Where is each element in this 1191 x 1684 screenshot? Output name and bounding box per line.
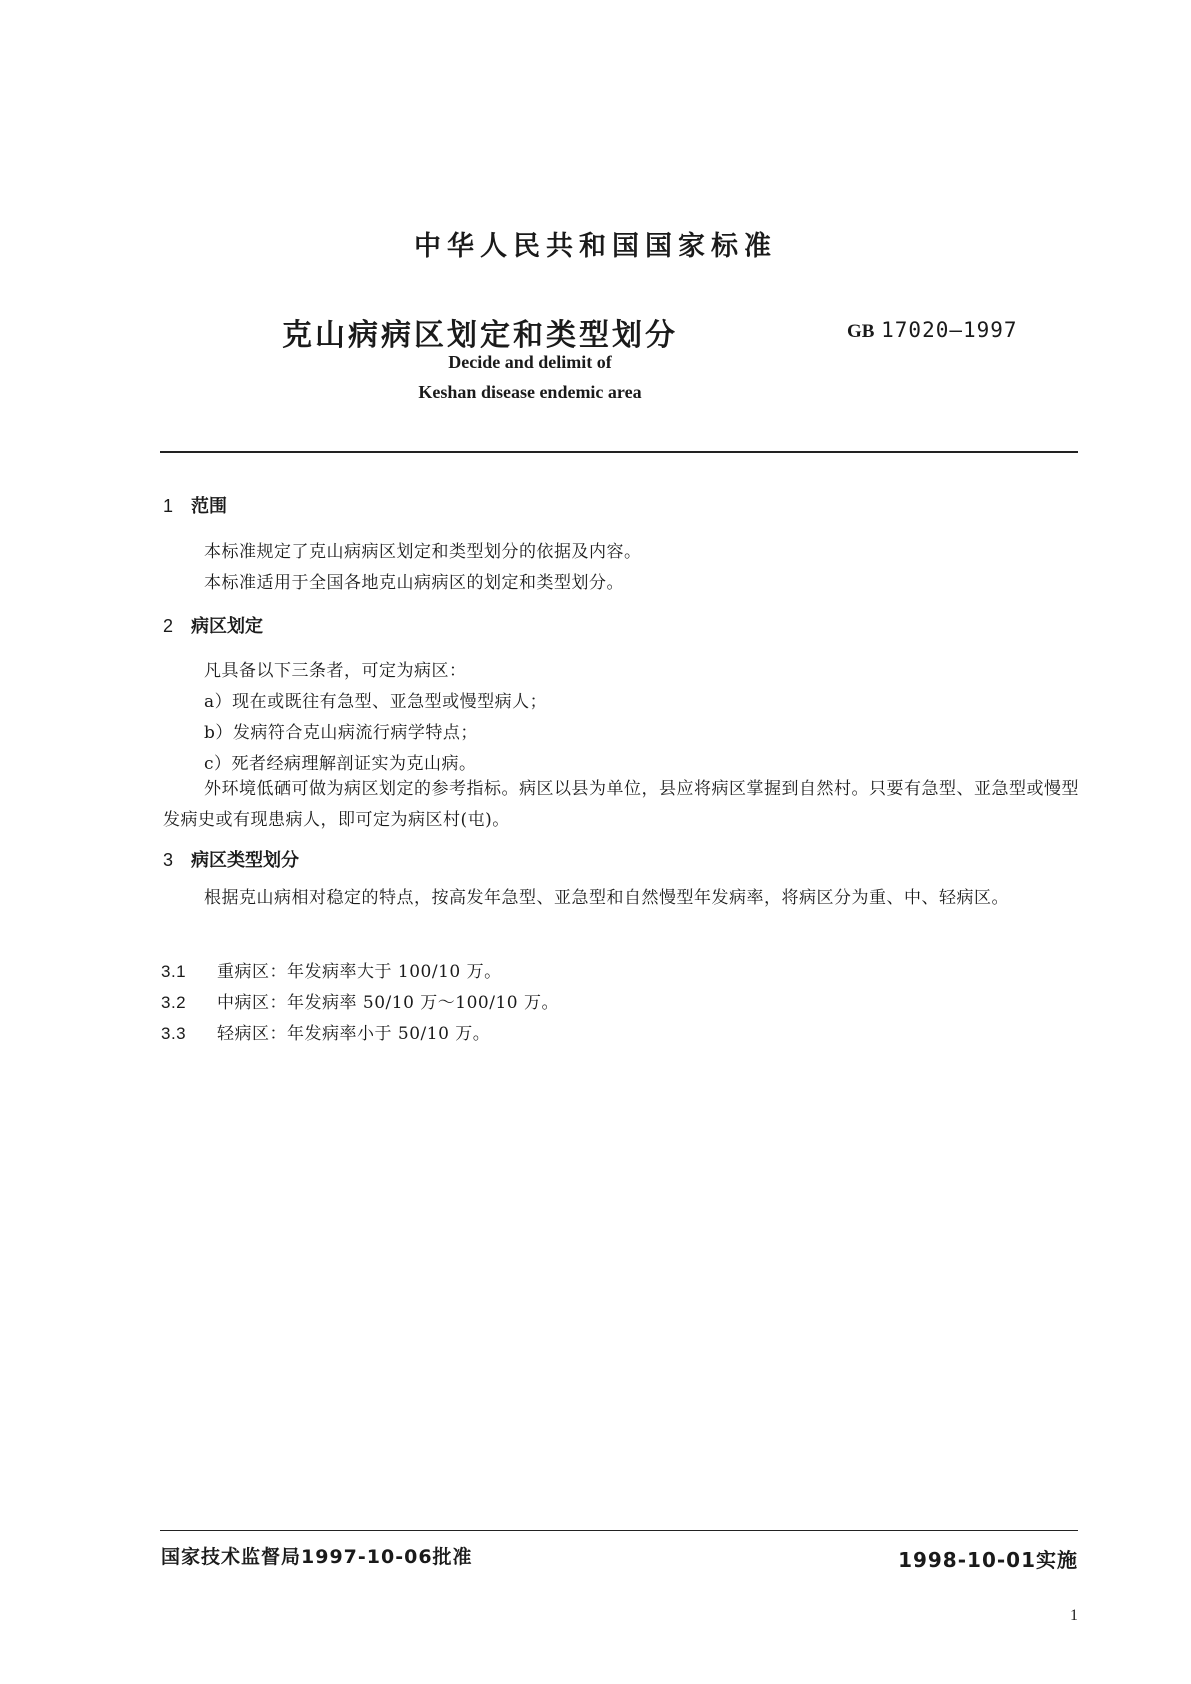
approval-line: 国家技术监督局1997-10-06批准	[161, 1546, 473, 1568]
paragraph: 根据克山病相对稳定的特点，按高发年急型、亚急型和自然慢型年发病率，将病区分为重、中、轻病区。	[204, 888, 1009, 908]
subsection-text: 轻病区：年发病率小于 50/10 万。	[217, 1024, 491, 1044]
section-3-heading	[163, 846, 299, 872]
standard-org-title: 中华人民共和国国家标准	[414, 231, 777, 262]
list-item: b）发病符合克山病流行病学特点；	[204, 723, 478, 743]
implementation-date: 1998-10-01实施	[898, 1548, 1078, 1572]
subsection-number: 3.2	[161, 993, 187, 1012]
subsection-number: 3.3	[161, 1024, 187, 1043]
section-number: 2	[163, 616, 174, 636]
header-rule	[160, 451, 1078, 453]
standard-code-prefix: GB	[847, 321, 875, 342]
document-title-en-line1: Decide and delimit of	[448, 352, 612, 372]
paragraph: 本标准适用于全国各地克山病病区的划定和类型划分。	[204, 573, 624, 593]
document-title-en-line2: Keshan disease endemic area	[418, 382, 642, 402]
subsection-text: 中病区：年发病率 50/10 万～100/10 万。	[217, 993, 560, 1013]
paragraph: 凡具备以下三条者，可定为病区：	[204, 661, 467, 681]
section-number: 1	[163, 496, 174, 516]
paragraph: 本标准规定了克山病病区划定和类型划分的依据及内容。	[204, 542, 642, 562]
subsection-3-1	[161, 957, 502, 982]
subsection-3-3	[161, 1019, 490, 1044]
section-title: 病区划定	[191, 616, 263, 637]
section-2-heading	[163, 612, 263, 638]
section-number: 3	[163, 850, 174, 870]
list-item: c）死者经病理解剖证实为克山病。	[204, 754, 477, 774]
subsection-3-2	[161, 988, 559, 1013]
page-number: 1	[1070, 1607, 1078, 1624]
subsection-number: 3.1	[161, 962, 187, 981]
paragraph: 外环境低硒可做为病区划定的参考指标。病区以县为单位，县应将病区掌握到自然村。只要有急型、亚急型或慢型发病史或有现患病人，即可定为病区村(屯)。	[163, 779, 1079, 830]
standard-code-number: 17020—1997	[881, 318, 1018, 342]
section-title: 范围	[191, 496, 227, 517]
list-item: a）现在或既往有急型、亚急型或慢型病人；	[204, 692, 548, 712]
subsection-text: 重病区：年发病率大于 100/10 万。	[217, 962, 502, 982]
footer-rule	[160, 1530, 1078, 1531]
document-title-zh: 克山病病区划定和类型划分	[282, 318, 678, 353]
section-title: 病区类型划分	[191, 850, 299, 871]
section-1-heading	[163, 492, 227, 518]
standard-code	[847, 318, 1018, 343]
